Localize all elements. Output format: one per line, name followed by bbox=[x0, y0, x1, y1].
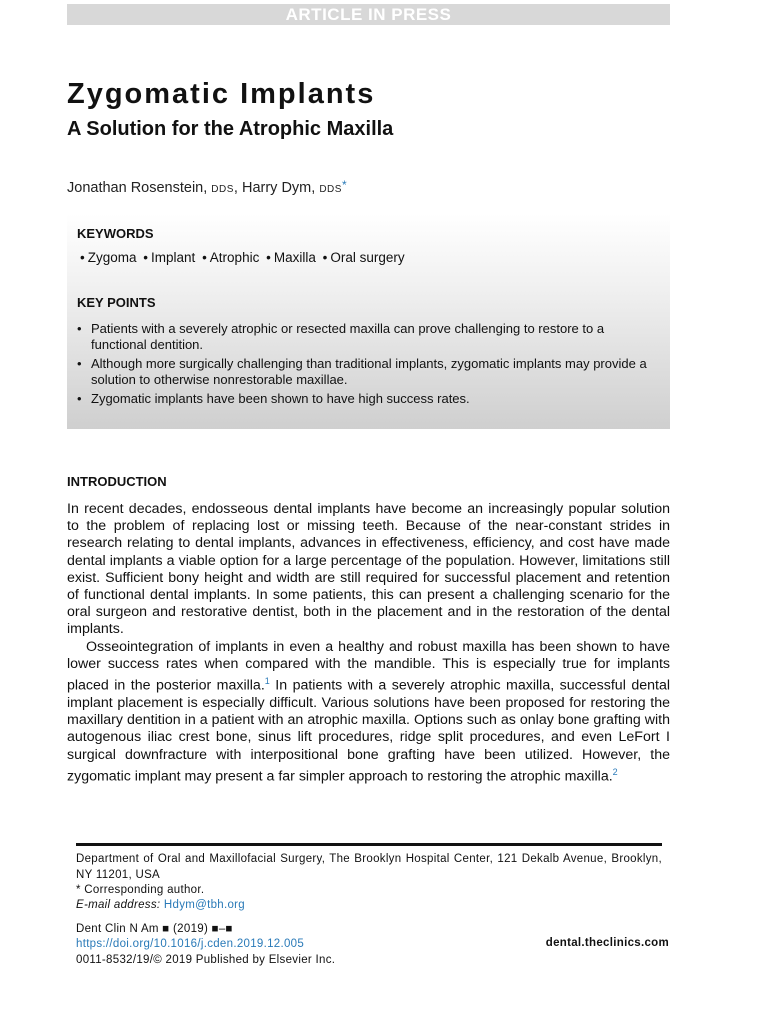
keyword-bullet: • bbox=[202, 250, 207, 265]
key-points-heading: KEY POINTS bbox=[77, 295, 156, 310]
author-degree: DDS bbox=[319, 184, 342, 195]
keyword-bullet: • bbox=[322, 250, 328, 265]
affiliation: Department of Oral and Maxillofacial Surgery, The Brooklyn Hospital Center, 121 Dekalb Avenue, Brooklyn, NY 11201, USA bbox=[76, 853, 662, 881]
corresponding-author-marker[interactable]: * bbox=[341, 178, 347, 192]
keywords-heading: KEYWORDS bbox=[77, 226, 154, 241]
email-label: E-mail address: bbox=[76, 899, 161, 911]
key-point-text: Zygomatic implants have been shown to have high success rates. bbox=[91, 391, 470, 406]
keyword: Maxilla bbox=[273, 250, 316, 265]
paragraph bbox=[67, 639, 670, 786]
article-subtitle: A Solution for the Atrophic Maxilla bbox=[67, 118, 394, 140]
corresponding-note: * Corresponding author. bbox=[76, 884, 205, 896]
introduction-body bbox=[67, 501, 670, 786]
key-point-text: Although more surgically challenging than traditional implants, zygomatic implants may provide a solution to otherwise nonrestorable maxillae. bbox=[91, 356, 647, 387]
author-line bbox=[67, 178, 347, 196]
article-in-press-banner: ARTICLE IN PRESS bbox=[67, 4, 670, 25]
journal-website[interactable]: dental.theclinics.com bbox=[545, 937, 669, 949]
keyword: Atrophic bbox=[209, 250, 260, 265]
doi-link[interactable]: https://doi.org/10.1016/j.cden.2019.12.005 bbox=[76, 938, 305, 950]
bullet-icon: • bbox=[77, 356, 82, 371]
keywords-list bbox=[77, 250, 405, 265]
paragraph-text: Osseointegration of implants in even a healthy and robust maxilla has been shown to have lower success rates when compared with the mandible. This is especially true for implants placed in the posterior maxilla. bbox=[67, 638, 670, 694]
footnote-divider bbox=[76, 843, 662, 846]
email-link[interactable]: Hdym@tbh.org bbox=[163, 899, 245, 911]
key-point-item bbox=[77, 321, 662, 352]
author-separator: , bbox=[233, 180, 238, 196]
paragraph-text: In patients with a severely atrophic maxilla, successful dental implant placement is especially difficult. Various solutions have been proposed for restoring the maxillary dentition in a patient with an atrophic maxilla. Options such as onlay bone grafting with autogenous iliac crest bone, sinus lift procedures, ridge split procedures, and even LeFort I surgical downfracture with interpositional bone grafting have been utilized. However, the zygomatic implant may present a far simpler approach to restoring the atrophic maxilla. bbox=[67, 677, 670, 785]
keyword: Implant bbox=[151, 250, 196, 265]
issn-copyright: 0011-8532/19/© 2019 Published by Elsevier Inc. bbox=[76, 954, 336, 966]
author-name[interactable]: Jonathan Rosenstein, bbox=[67, 180, 208, 196]
keyword-bullet: • bbox=[80, 250, 85, 265]
key-point-item bbox=[77, 391, 662, 407]
email-line bbox=[76, 898, 662, 914]
journal-citation: Dent Clin N Am ■ (2019) ■–■ bbox=[76, 923, 233, 935]
keyword-bullet: • bbox=[266, 250, 271, 265]
reference-link[interactable]: 1 bbox=[264, 676, 270, 687]
abstract-box bbox=[67, 214, 670, 429]
keyword: Oral surgery bbox=[330, 250, 405, 265]
bullet-icon: • bbox=[77, 321, 82, 336]
key-point-item bbox=[77, 356, 662, 387]
author-degree: DDS bbox=[211, 184, 234, 195]
bullet-icon: • bbox=[77, 391, 82, 406]
key-points-list bbox=[77, 321, 662, 411]
introduction-heading: INTRODUCTION bbox=[67, 474, 167, 489]
key-point-text: Patients with a severely atrophic or resected maxilla can prove challenging to restore to a functional dentition. bbox=[91, 321, 605, 352]
author-name[interactable]: Harry Dym, bbox=[241, 180, 316, 196]
keyword: Zygoma bbox=[87, 250, 137, 265]
article-title: Zygomatic Implants bbox=[67, 78, 376, 110]
reference-link[interactable]: 2 bbox=[612, 766, 618, 777]
keyword-bullet: • bbox=[143, 250, 149, 265]
paragraph: In recent decades, endosseous dental implants have become an increasingly popular solution to the problem of replacing lost or missing teeth. Because of the near-constant strides in research relating to dental implants, advances in effectiveness, efficiency, and cost have made dental implants a viable option for a large percentage of the population. However, limitations still exist. Sufficient bony height and width are still required for successful placement and retention of functional dental implants. In some patients, this can present a challenging scenario for the oral surgeon and restorative dentist, both in the placement and in the restoration of the dental implants. bbox=[67, 501, 670, 638]
